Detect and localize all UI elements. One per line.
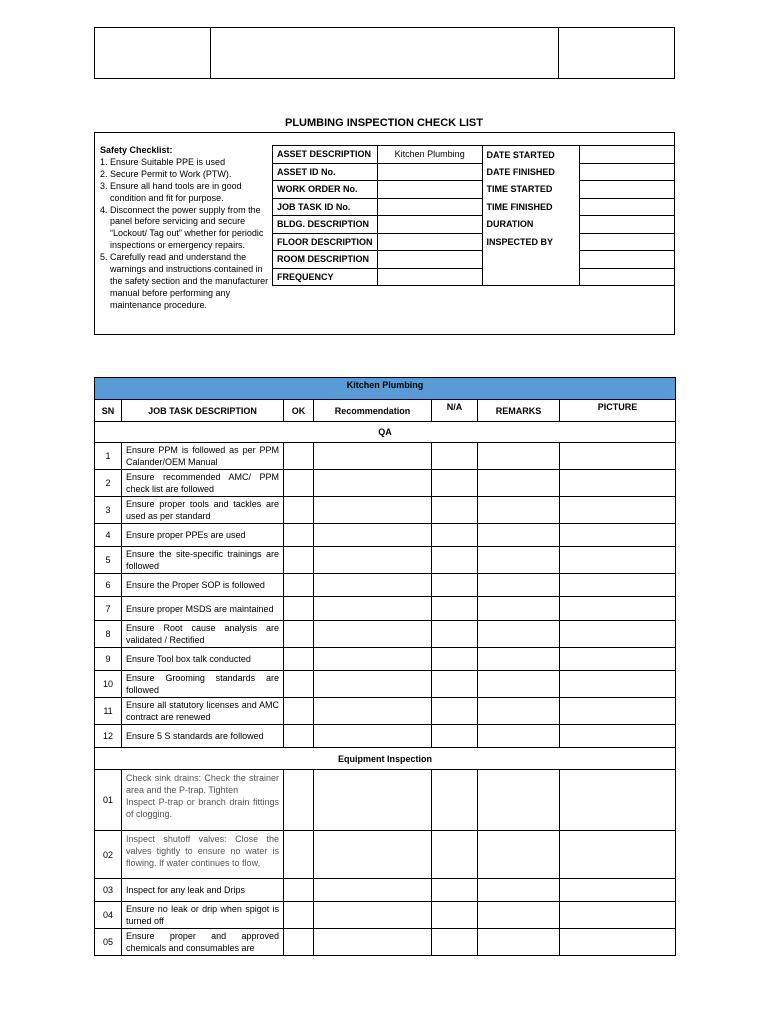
info-label: JOB TASK ID No. bbox=[273, 198, 378, 216]
ok-cell[interactable] bbox=[284, 547, 314, 574]
recommendation-cell[interactable] bbox=[314, 470, 432, 497]
table-row bbox=[95, 725, 676, 748]
info-field[interactable] bbox=[580, 163, 675, 181]
row-sn: 7 bbox=[95, 597, 122, 621]
info-field[interactable] bbox=[580, 233, 675, 251]
ok-cell[interactable] bbox=[284, 725, 314, 748]
table-row bbox=[95, 648, 676, 671]
row-description: Ensure proper and approved chemicals and consumables are bbox=[122, 929, 284, 956]
table-row bbox=[95, 902, 676, 929]
info-field[interactable] bbox=[580, 181, 675, 199]
picture-cell[interactable] bbox=[560, 929, 676, 956]
picture-cell[interactable] bbox=[560, 597, 676, 621]
row-description: Ensure 5 S standards are followed bbox=[122, 725, 284, 748]
info-label: TIME STARTED bbox=[482, 181, 580, 199]
info-label: FLOOR DESCRIPTION bbox=[273, 233, 378, 251]
picture-cell[interactable] bbox=[560, 470, 676, 497]
remarks-cell[interactable] bbox=[478, 497, 560, 524]
row-description: Ensure PPM is followed as per PPM Calander/OEM Manual bbox=[122, 443, 284, 470]
recommendation-cell[interactable] bbox=[314, 443, 432, 470]
ok-cell[interactable] bbox=[284, 621, 314, 648]
safety-item: 1. Ensure Suitable PPE is used bbox=[100, 156, 226, 167]
table-row bbox=[95, 574, 676, 597]
info-label: DATE STARTED bbox=[482, 146, 580, 164]
remarks-cell[interactable] bbox=[478, 443, 560, 470]
safety-checklist bbox=[100, 145, 270, 312]
info-label: ASSET ID No. bbox=[273, 163, 378, 181]
info-field[interactable] bbox=[377, 181, 482, 199]
picture-cell[interactable] bbox=[560, 831, 676, 879]
header-divider bbox=[210, 28, 211, 78]
info-field[interactable] bbox=[377, 251, 482, 269]
row-description: Ensure Grooming standards are followed bbox=[122, 671, 284, 698]
equipment-rows bbox=[95, 770, 676, 956]
row-description: Ensure no leak or drip when spigot is turned off bbox=[122, 902, 284, 929]
na-cell[interactable] bbox=[432, 770, 478, 831]
safety-item: 4. Disconnect the power supply from the panel before servicing and secure “Lockout/ Tag out” whether for periodic inspections or emergency repairs. bbox=[100, 204, 264, 251]
remarks-cell[interactable] bbox=[478, 929, 560, 956]
row-sn: 01 bbox=[95, 770, 122, 831]
ok-cell[interactable] bbox=[284, 597, 314, 621]
row-sn: 9 bbox=[95, 648, 122, 671]
table-row bbox=[95, 524, 676, 547]
table-row bbox=[95, 443, 676, 470]
row-sn: 03 bbox=[95, 879, 122, 902]
recommendation-cell[interactable] bbox=[314, 497, 432, 524]
table-row bbox=[95, 770, 676, 831]
row-sn: 8 bbox=[95, 621, 122, 648]
na-cell[interactable] bbox=[432, 648, 478, 671]
info-label: DURATION bbox=[482, 216, 580, 234]
row-description: Ensure proper tools and tackles are used as per standard bbox=[122, 497, 284, 524]
row-sn: 2 bbox=[95, 470, 122, 497]
info-field[interactable] bbox=[580, 146, 675, 164]
remarks-cell[interactable] bbox=[478, 902, 560, 929]
row-sn: 3 bbox=[95, 497, 122, 524]
table-row bbox=[95, 879, 676, 902]
header-divider bbox=[558, 28, 559, 78]
row-sn: 10 bbox=[95, 671, 122, 698]
col-header-remarks: REMARKS bbox=[478, 400, 560, 422]
remarks-cell[interactable] bbox=[478, 574, 560, 597]
picture-cell[interactable] bbox=[560, 698, 676, 725]
picture-cell[interactable] bbox=[560, 648, 676, 671]
table-row bbox=[95, 470, 676, 497]
info-label: DATE FINISHED bbox=[482, 163, 580, 181]
col-header-rec: Recommendation bbox=[314, 400, 432, 422]
remarks-cell[interactable] bbox=[478, 879, 560, 902]
ok-cell[interactable] bbox=[284, 698, 314, 725]
safety-item: 3. Ensure all hand tools are in good condition and fit for purpose. bbox=[100, 180, 242, 203]
row-sn: 02 bbox=[95, 831, 122, 879]
ok-cell[interactable] bbox=[284, 902, 314, 929]
recommendation-cell[interactable] bbox=[314, 597, 432, 621]
ok-cell[interactable] bbox=[284, 671, 314, 698]
table-row bbox=[95, 497, 676, 524]
ok-cell[interactable] bbox=[284, 879, 314, 902]
recommendation-cell[interactable] bbox=[314, 725, 432, 748]
picture-cell[interactable] bbox=[560, 524, 676, 547]
remarks-cell[interactable] bbox=[478, 597, 560, 621]
section-equipment: Equipment Inspection bbox=[95, 748, 676, 770]
safety-item: 2. Secure Permit to Work (PTW). bbox=[100, 168, 232, 179]
remarks-cell[interactable] bbox=[478, 524, 560, 547]
ok-cell[interactable] bbox=[284, 443, 314, 470]
remarks-cell[interactable] bbox=[478, 725, 560, 748]
picture-cell[interactable] bbox=[560, 621, 676, 648]
row-description: Check sink drains: Check the strainer area and the P-trap. Tighten Inspect P-trap or branch drain fittings of clogging. bbox=[122, 770, 284, 831]
na-cell[interactable] bbox=[432, 831, 478, 879]
document-header-box bbox=[94, 27, 675, 79]
info-label: ASSET DESCRIPTION bbox=[273, 146, 378, 164]
picture-cell[interactable] bbox=[560, 547, 676, 574]
safety-heading: Safety Checklist: bbox=[100, 145, 173, 155]
recommendation-cell[interactable] bbox=[314, 879, 432, 902]
info-label: FREQUENCY bbox=[273, 268, 378, 286]
asset-info-table bbox=[272, 145, 675, 286]
picture-cell[interactable] bbox=[560, 902, 676, 929]
ok-cell[interactable] bbox=[284, 929, 314, 956]
table-row bbox=[95, 671, 676, 698]
qa-rows bbox=[95, 443, 676, 748]
info-field[interactable] bbox=[377, 216, 482, 234]
ok-cell[interactable] bbox=[284, 497, 314, 524]
na-cell[interactable] bbox=[432, 597, 478, 621]
remarks-cell[interactable] bbox=[478, 648, 560, 671]
row-description: Ensure Root cause analysis are validated / Rectified bbox=[122, 621, 284, 648]
table-row bbox=[95, 831, 676, 879]
row-description: Ensure Tool box talk conducted bbox=[122, 648, 284, 671]
ok-cell[interactable] bbox=[284, 770, 314, 831]
recommendation-cell[interactable] bbox=[314, 621, 432, 648]
col-header-picture: PICTURE bbox=[560, 400, 676, 422]
col-header-sn: SN bbox=[95, 400, 122, 422]
info-field[interactable] bbox=[580, 251, 675, 269]
recommendation-cell[interactable] bbox=[314, 831, 432, 879]
row-description: Ensure the Proper SOP is followed bbox=[122, 574, 284, 597]
row-sn: 11 bbox=[95, 698, 122, 725]
na-cell[interactable] bbox=[432, 671, 478, 698]
row-description: Ensure proper PPEs are used bbox=[122, 524, 284, 547]
info-field[interactable] bbox=[377, 163, 482, 181]
ok-cell[interactable] bbox=[284, 648, 314, 671]
ok-cell[interactable] bbox=[284, 831, 314, 879]
picture-cell[interactable] bbox=[560, 879, 676, 902]
info-label: BLDG. DESCRIPTION bbox=[273, 216, 378, 234]
na-cell[interactable] bbox=[432, 621, 478, 648]
picture-cell[interactable] bbox=[560, 725, 676, 748]
info-label: TIME FINISHED bbox=[482, 198, 580, 216]
na-cell[interactable] bbox=[432, 879, 478, 902]
remarks-cell[interactable] bbox=[478, 671, 560, 698]
na-cell[interactable] bbox=[432, 443, 478, 470]
asset-description-value[interactable]: Kitchen Plumbing bbox=[377, 146, 482, 164]
na-cell[interactable] bbox=[432, 725, 478, 748]
row-description: Inspect shutoff valves: Close the valves tightly to ensure no water is flowing. If water continues to flow, bbox=[122, 831, 284, 879]
recommendation-cell[interactable] bbox=[314, 902, 432, 929]
recommendation-cell[interactable] bbox=[314, 671, 432, 698]
col-header-na: N/A bbox=[432, 400, 478, 422]
section-qa: QA bbox=[95, 422, 676, 443]
row-description: Ensure the site-specific trainings are followed bbox=[122, 547, 284, 574]
table-row bbox=[95, 698, 676, 725]
col-header-ok: OK bbox=[284, 400, 314, 422]
na-cell[interactable] bbox=[432, 902, 478, 929]
col-header-desc: JOB TASK DESCRIPTION bbox=[122, 400, 284, 422]
row-sn: 5 bbox=[95, 547, 122, 574]
remarks-cell[interactable] bbox=[478, 698, 560, 725]
row-sn: 05 bbox=[95, 929, 122, 956]
recommendation-cell[interactable] bbox=[314, 698, 432, 725]
recommendation-cell[interactable] bbox=[314, 929, 432, 956]
safety-item: 5. Carefully read and understand the warnings and instructions contained in the safety section and the manufacturer manual before performing any maintenance procedure. bbox=[100, 252, 269, 310]
na-cell[interactable] bbox=[432, 698, 478, 725]
table-row bbox=[95, 929, 676, 956]
picture-cell[interactable] bbox=[560, 574, 676, 597]
info-field[interactable] bbox=[580, 268, 675, 286]
na-cell[interactable] bbox=[432, 497, 478, 524]
recommendation-cell[interactable] bbox=[314, 547, 432, 574]
na-cell[interactable] bbox=[432, 470, 478, 497]
picture-cell[interactable] bbox=[560, 770, 676, 831]
row-description: Ensure recommended AMC/ PPM check list are followed bbox=[122, 470, 284, 497]
recommendation-cell[interactable] bbox=[314, 770, 432, 831]
recommendation-cell[interactable] bbox=[314, 524, 432, 547]
info-field[interactable] bbox=[580, 216, 675, 234]
remarks-cell[interactable] bbox=[478, 547, 560, 574]
na-cell[interactable] bbox=[432, 574, 478, 597]
info-label: INSPECTED BY bbox=[482, 233, 580, 251]
na-cell[interactable] bbox=[432, 524, 478, 547]
page-title: PLUMBING INSPECTION CHECK LIST bbox=[284, 117, 483, 129]
info-field[interactable] bbox=[377, 233, 482, 251]
row-sn: 12 bbox=[95, 725, 122, 748]
remarks-cell[interactable] bbox=[478, 831, 560, 879]
ok-cell[interactable] bbox=[284, 524, 314, 547]
row-description: Ensure all statutory licenses and AMC contract are renewed bbox=[122, 698, 284, 725]
info-label: WORK ORDER No. bbox=[273, 181, 378, 199]
row-sn: 4 bbox=[95, 524, 122, 547]
recommendation-cell[interactable] bbox=[314, 574, 432, 597]
table-row bbox=[95, 621, 676, 648]
remarks-cell[interactable] bbox=[478, 770, 560, 831]
info-field[interactable] bbox=[377, 198, 482, 216]
table-row bbox=[95, 547, 676, 574]
recommendation-cell[interactable] bbox=[314, 648, 432, 671]
table-row bbox=[95, 597, 676, 621]
info-field[interactable] bbox=[377, 268, 482, 286]
remarks-cell[interactable] bbox=[478, 621, 560, 648]
row-description: Inspect for any leak and Drips bbox=[122, 879, 284, 902]
info-field[interactable] bbox=[580, 198, 675, 216]
ok-cell[interactable] bbox=[284, 470, 314, 497]
picture-cell[interactable] bbox=[560, 443, 676, 470]
picture-cell[interactable] bbox=[560, 671, 676, 698]
row-sn: 04 bbox=[95, 902, 122, 929]
picture-cell[interactable] bbox=[560, 497, 676, 524]
info-label: ROOM DESCRIPTION bbox=[273, 251, 378, 269]
row-sn: 1 bbox=[95, 443, 122, 470]
na-cell[interactable] bbox=[432, 929, 478, 956]
section-band: Kitchen Plumbing bbox=[95, 378, 676, 400]
na-cell[interactable] bbox=[432, 547, 478, 574]
row-description: Ensure proper MSDS are maintained bbox=[122, 597, 284, 621]
remarks-cell[interactable] bbox=[478, 470, 560, 497]
row-sn: 6 bbox=[95, 574, 122, 597]
ok-cell[interactable] bbox=[284, 574, 314, 597]
inspection-table bbox=[94, 377, 676, 956]
